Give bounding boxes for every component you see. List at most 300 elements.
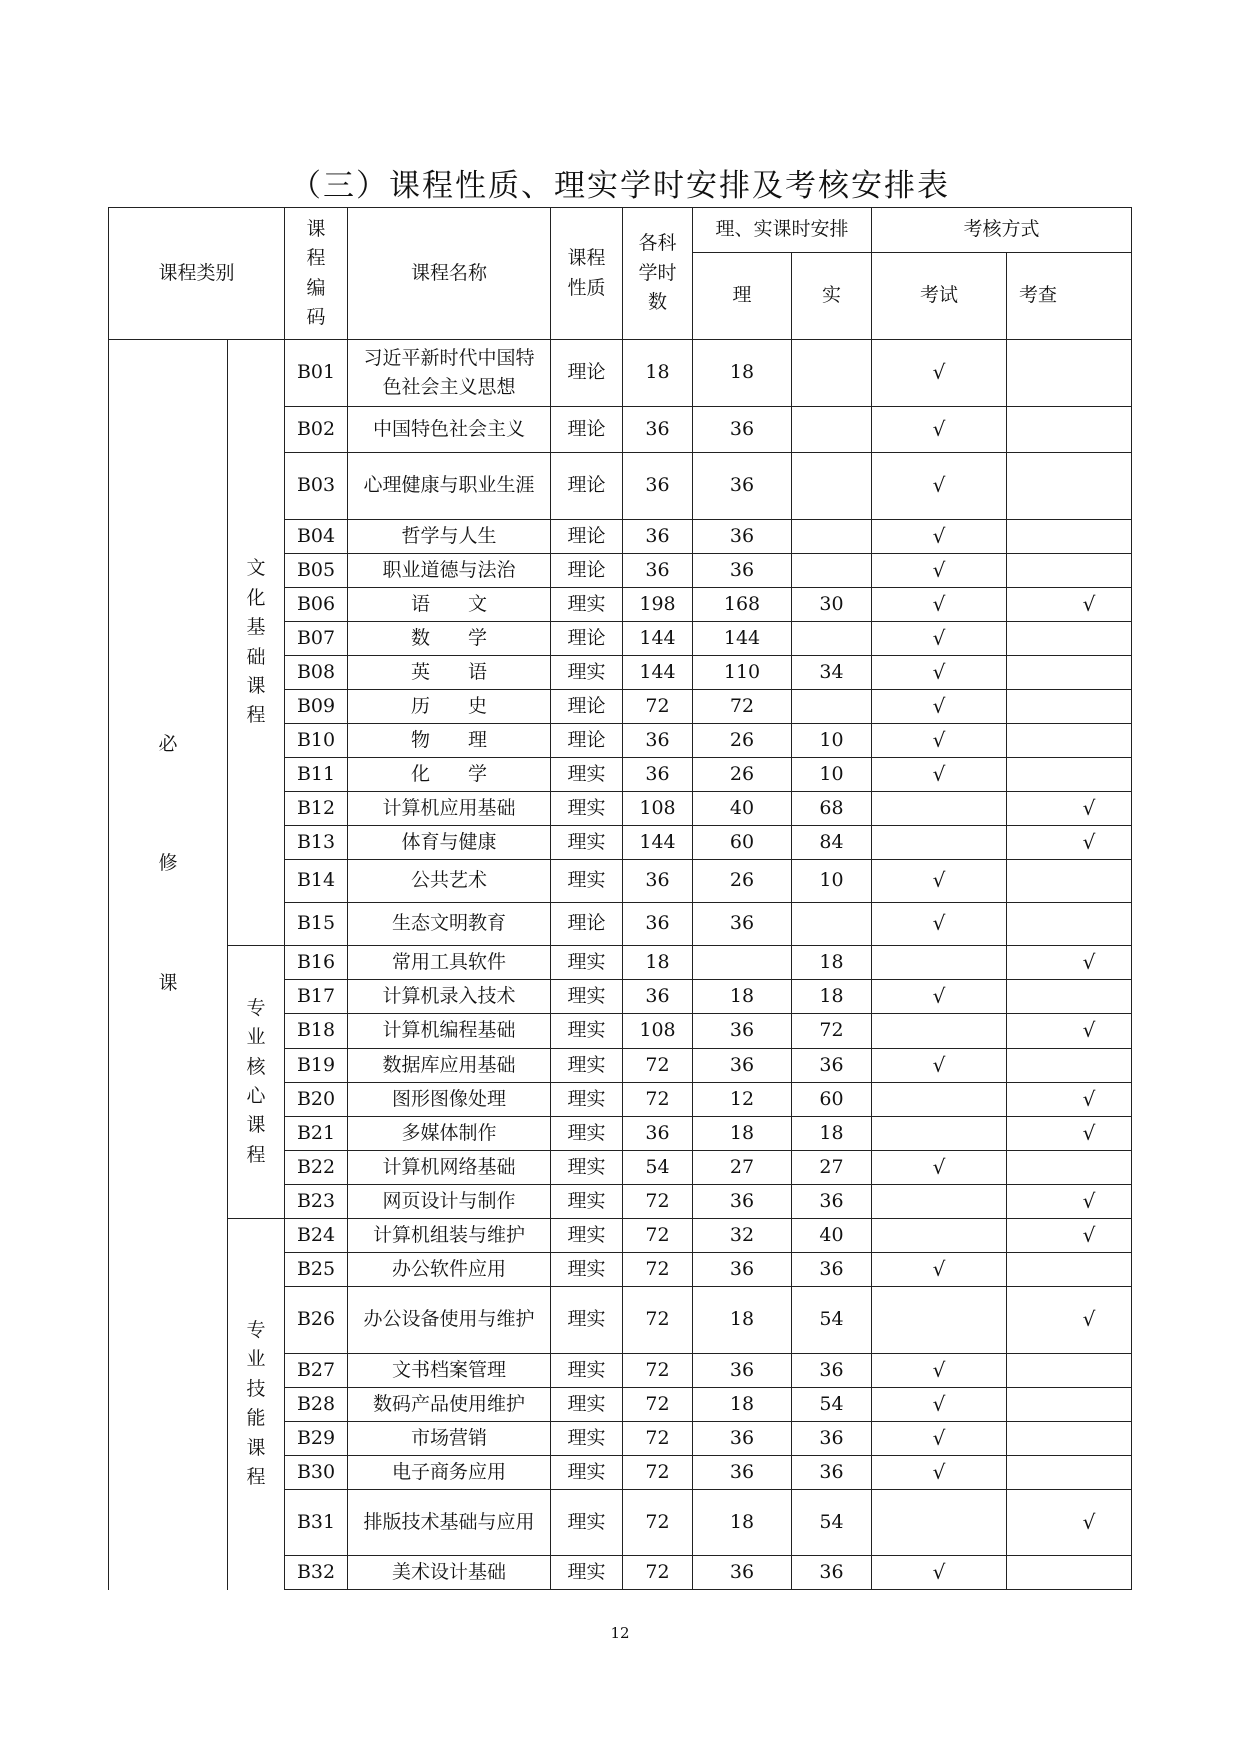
exam-cell — [872, 946, 1007, 980]
practice-hours: 84 — [792, 826, 872, 860]
theory-hours: 40 — [693, 792, 792, 826]
exam-cell — [872, 792, 1007, 826]
check-mark-icon: √ — [932, 1052, 946, 1077]
course-code: B14 — [285, 860, 348, 903]
course-nature: 理论 — [551, 690, 623, 724]
course-code: B12 — [285, 792, 348, 826]
course-code: B06 — [285, 588, 348, 622]
check-mark-icon: √ — [932, 473, 946, 498]
course-code: B24 — [285, 1219, 348, 1253]
check-cell — [1007, 758, 1132, 792]
practice-hours: 60 — [792, 1083, 872, 1117]
course-code: B15 — [285, 903, 348, 946]
course-hours: 144 — [623, 826, 693, 860]
group-char: 核 — [246, 1055, 266, 1078]
course-nature: 理论 — [551, 903, 623, 946]
course-name: 化 学 — [348, 758, 551, 792]
course-name: 计算机编程基础 — [348, 1014, 551, 1049]
course-nature: 理实 — [551, 1287, 623, 1354]
course-hours: 72 — [623, 1185, 693, 1219]
check-cell — [1007, 1151, 1132, 1185]
exam-cell — [872, 690, 1007, 724]
course-code: B01 — [285, 340, 348, 407]
header-category: 课程类别 — [109, 208, 285, 340]
check-mark-icon: √ — [932, 911, 946, 936]
course-nature: 理实 — [551, 946, 623, 980]
header-theory: 理 — [693, 253, 792, 340]
theory-hours: 27 — [693, 1151, 792, 1185]
theory-hours: 36 — [693, 554, 792, 588]
course-name: 计算机组装与维护 — [348, 1219, 551, 1253]
course-hours: 72 — [623, 1253, 693, 1287]
check-mark-icon: √ — [1082, 829, 1096, 854]
check-mark-icon: √ — [932, 1459, 946, 1484]
exam-cell — [872, 1490, 1007, 1556]
group-cell — [228, 1219, 285, 1590]
course-hours: 36 — [623, 860, 693, 903]
course-nature: 理实 — [551, 1253, 623, 1287]
course-nature: 理实 — [551, 1388, 623, 1422]
header-assessment: 考核方式 — [872, 208, 1132, 253]
theory-hours: 12 — [693, 1083, 792, 1117]
group-char: 业 — [246, 1348, 266, 1371]
theory-hours: 36 — [693, 1556, 792, 1590]
check-mark-icon: √ — [932, 360, 946, 385]
course-hours: 72 — [623, 690, 693, 724]
course-name: 计算机录入技术 — [348, 980, 551, 1014]
header-check: 考查 — [1007, 253, 1132, 340]
exam-cell — [872, 758, 1007, 792]
theory-hours: 144 — [693, 622, 792, 656]
group-char: 能 — [246, 1407, 266, 1430]
course-nature: 理实 — [551, 1556, 623, 1590]
theory-hours: 36 — [693, 1014, 792, 1049]
group-char: 文 — [246, 557, 266, 580]
course-hours: 72 — [623, 1219, 693, 1253]
practice-hours: 36 — [792, 1556, 872, 1590]
exam-cell — [872, 1083, 1007, 1117]
course-name: 体育与健康 — [348, 826, 551, 860]
exam-cell — [872, 520, 1007, 554]
theory-hours: 36 — [693, 1354, 792, 1388]
theory-hours: 32 — [693, 1219, 792, 1253]
practice-hours — [792, 903, 872, 946]
check-mark-icon: √ — [932, 557, 946, 582]
check-mark-icon: √ — [932, 727, 946, 752]
check-mark-icon: √ — [1082, 1307, 1096, 1332]
course-hours: 72 — [623, 1456, 693, 1490]
course-name: 生态文明教育 — [348, 903, 551, 946]
course-name: 排版技术基础与应用 — [348, 1490, 551, 1556]
check-mark-icon: √ — [932, 659, 946, 684]
course-nature: 理论 — [551, 340, 623, 407]
course-hours: 36 — [623, 1117, 693, 1151]
practice-hours — [792, 520, 872, 554]
theory-hours: 168 — [693, 588, 792, 622]
practice-hours: 10 — [792, 724, 872, 758]
group-char: 基 — [246, 616, 266, 639]
course-nature: 理实 — [551, 1151, 623, 1185]
course-code: B10 — [285, 724, 348, 758]
course-hours: 36 — [623, 903, 693, 946]
theory-hours: 36 — [693, 453, 792, 520]
course-nature: 理论 — [551, 407, 623, 453]
theory-hours: 26 — [693, 724, 792, 758]
practice-hours: 34 — [792, 656, 872, 690]
check-mark-icon: √ — [1082, 591, 1096, 616]
check-mark-icon: √ — [932, 523, 946, 548]
course-name: 公共艺术 — [348, 860, 551, 903]
course-name: 职业道德与法治 — [348, 554, 551, 588]
check-cell — [1007, 826, 1132, 860]
check-cell — [1007, 946, 1132, 980]
course-name: 哲学与人生 — [348, 520, 551, 554]
check-cell — [1007, 690, 1132, 724]
check-mark-icon: √ — [932, 591, 946, 616]
course-hours: 36 — [623, 980, 693, 1014]
course-name: 心理健康与职业生涯 — [348, 453, 551, 520]
practice-hours: 18 — [792, 946, 872, 980]
course-hours: 72 — [623, 1556, 693, 1590]
course-code: B04 — [285, 520, 348, 554]
check-cell — [1007, 1117, 1132, 1151]
course-code: B21 — [285, 1117, 348, 1151]
course-hours: 36 — [623, 407, 693, 453]
course-name: 美术设计基础 — [348, 1556, 551, 1590]
practice-hours: 54 — [792, 1388, 872, 1422]
header-row — [109, 208, 1132, 253]
course-nature: 理论 — [551, 622, 623, 656]
exam-cell — [872, 453, 1007, 520]
check-cell — [1007, 1490, 1132, 1556]
course-hours: 108 — [623, 792, 693, 826]
check-cell — [1007, 520, 1132, 554]
check-cell — [1007, 860, 1132, 903]
course-name: 办公软件应用 — [348, 1253, 551, 1287]
course-hours: 36 — [623, 554, 693, 588]
header-practice: 实 — [792, 253, 872, 340]
category-char: 课 — [158, 971, 178, 994]
check-mark-icon: √ — [1082, 1018, 1096, 1043]
course-code: B08 — [285, 656, 348, 690]
course-name: 历 史 — [348, 690, 551, 724]
check-cell — [1007, 1083, 1132, 1117]
exam-cell — [872, 1556, 1007, 1590]
theory-hours: 26 — [693, 758, 792, 792]
practice-hours: 36 — [792, 1253, 872, 1287]
course-nature: 理论 — [551, 724, 623, 758]
check-mark-icon: √ — [932, 761, 946, 786]
course-code: B05 — [285, 554, 348, 588]
exam-cell — [872, 1422, 1007, 1456]
check-cell — [1007, 622, 1132, 656]
course-hours: 72 — [623, 1049, 693, 1083]
check-mark-icon: √ — [932, 983, 946, 1008]
group-cell — [228, 340, 285, 946]
practice-hours: 30 — [792, 588, 872, 622]
practice-hours: 10 — [792, 758, 872, 792]
course-nature: 理实 — [551, 1354, 623, 1388]
check-cell — [1007, 1049, 1132, 1083]
practice-hours: 68 — [792, 792, 872, 826]
course-code: B25 — [285, 1253, 348, 1287]
exam-cell — [872, 340, 1007, 407]
check-mark-icon: √ — [932, 868, 946, 893]
check-mark-icon: √ — [932, 1357, 946, 1382]
course-hours: 54 — [623, 1151, 693, 1185]
theory-hours: 36 — [693, 520, 792, 554]
exam-cell — [872, 1253, 1007, 1287]
practice-hours: 36 — [792, 1185, 872, 1219]
check-mark-icon: √ — [932, 416, 946, 441]
theory-hours: 36 — [693, 903, 792, 946]
course-nature: 理实 — [551, 1049, 623, 1083]
course-code: B02 — [285, 407, 348, 453]
practice-hours: 36 — [792, 1422, 872, 1456]
course-hours: 108 — [623, 1014, 693, 1049]
course-hours: 18 — [623, 340, 693, 407]
course-code: B29 — [285, 1422, 348, 1456]
course-name: 物 理 — [348, 724, 551, 758]
check-mark-icon: √ — [932, 1154, 946, 1179]
practice-hours: 36 — [792, 1354, 872, 1388]
practice-hours: 18 — [792, 980, 872, 1014]
category-char: 必 — [158, 733, 178, 755]
check-cell — [1007, 1014, 1132, 1049]
group-cell — [228, 946, 285, 1219]
course-name: 数 学 — [348, 622, 551, 656]
category-char: 修 — [158, 852, 178, 875]
check-mark-icon: √ — [932, 1391, 946, 1416]
course-nature: 理实 — [551, 980, 623, 1014]
theory-hours: 18 — [693, 980, 792, 1014]
practice-hours — [792, 453, 872, 520]
course-nature: 理论 — [551, 453, 623, 520]
course-code: B22 — [285, 1151, 348, 1185]
theory-hours: 18 — [693, 1388, 792, 1422]
course-hours: 36 — [623, 758, 693, 792]
course-hours: 144 — [623, 622, 693, 656]
theory-hours: 18 — [693, 1117, 792, 1151]
course-nature: 理实 — [551, 792, 623, 826]
check-mark-icon: √ — [932, 1425, 946, 1450]
check-cell — [1007, 554, 1132, 588]
practice-hours — [792, 407, 872, 453]
practice-hours: 10 — [792, 860, 872, 903]
course-code: B17 — [285, 980, 348, 1014]
course-hours: 36 — [623, 724, 693, 758]
exam-cell — [872, 1049, 1007, 1083]
course-hours: 72 — [623, 1083, 693, 1117]
course-hours: 144 — [623, 656, 693, 690]
group-char: 业 — [246, 1026, 266, 1049]
check-cell — [1007, 588, 1132, 622]
check-cell — [1007, 1253, 1132, 1287]
course-name: 语 文 — [348, 588, 551, 622]
group-char: 技 — [246, 1377, 266, 1400]
theory-hours: 36 — [693, 407, 792, 453]
course-nature: 理实 — [551, 1014, 623, 1049]
theory-hours: 36 — [693, 1049, 792, 1083]
course-code: B27 — [285, 1354, 348, 1388]
practice-hours: 18 — [792, 1117, 872, 1151]
exam-cell — [872, 1117, 1007, 1151]
header-nature: 课程 性质 — [551, 208, 623, 340]
check-cell — [1007, 407, 1132, 453]
course-nature: 理实 — [551, 1422, 623, 1456]
check-mark-icon: √ — [1082, 949, 1096, 974]
page-number: 12 — [610, 1624, 630, 1642]
header-code: 课 程 编 码 — [285, 208, 348, 340]
group-char: 专 — [246, 1318, 266, 1341]
exam-cell — [872, 1151, 1007, 1185]
check-mark-icon: √ — [932, 625, 946, 650]
check-cell — [1007, 656, 1132, 690]
group-char: 程 — [246, 704, 266, 727]
course-name: 市场营销 — [348, 1422, 551, 1456]
course-code: B11 — [285, 758, 348, 792]
check-mark-icon: √ — [932, 693, 946, 718]
course-name: 多媒体制作 — [348, 1117, 551, 1151]
theory-hours — [693, 946, 792, 980]
course-nature: 理实 — [551, 1219, 623, 1253]
check-cell — [1007, 340, 1132, 407]
course-hours: 72 — [623, 1354, 693, 1388]
check-cell — [1007, 724, 1132, 758]
practice-hours: 27 — [792, 1151, 872, 1185]
check-cell — [1007, 1556, 1132, 1590]
theory-hours: 18 — [693, 340, 792, 407]
exam-cell — [872, 903, 1007, 946]
group-char: 专 — [246, 996, 266, 1019]
check-cell — [1007, 1456, 1132, 1490]
practice-hours: 54 — [792, 1287, 872, 1354]
course-nature: 理论 — [551, 554, 623, 588]
course-name: 习近平新时代中国特色社会主义思想 — [348, 340, 551, 407]
exam-cell — [872, 860, 1007, 903]
course-code: B03 — [285, 453, 348, 520]
check-cell — [1007, 1354, 1132, 1388]
group-char: 课 — [246, 674, 266, 697]
course-hours: 72 — [623, 1422, 693, 1456]
course-name: 计算机应用基础 — [348, 792, 551, 826]
course-nature: 理实 — [551, 1185, 623, 1219]
course-code: B07 — [285, 622, 348, 656]
check-cell — [1007, 1388, 1132, 1422]
practice-hours — [792, 622, 872, 656]
course-hours: 18 — [623, 946, 693, 980]
course-code: B19 — [285, 1049, 348, 1083]
course-nature: 理实 — [551, 860, 623, 903]
check-mark-icon: √ — [1082, 795, 1096, 820]
group-char: 化 — [246, 586, 266, 609]
header-schedule: 理、实课时安排 — [693, 208, 872, 253]
course-name: 数码产品使用维护 — [348, 1388, 551, 1422]
course-nature: 理论 — [551, 520, 623, 554]
check-mark-icon: √ — [1082, 1509, 1096, 1534]
table-row — [109, 1219, 1132, 1253]
course-code: B28 — [285, 1388, 348, 1422]
theory-hours: 60 — [693, 826, 792, 860]
exam-cell — [872, 1219, 1007, 1253]
group-char: 课 — [246, 1436, 266, 1459]
practice-hours: 54 — [792, 1490, 872, 1556]
check-mark-icon: √ — [1082, 1086, 1096, 1111]
course-name: 图形图像处理 — [348, 1083, 551, 1117]
theory-hours: 26 — [693, 860, 792, 903]
course-hours: 36 — [623, 520, 693, 554]
check-mark-icon: √ — [1082, 1120, 1096, 1145]
exam-cell — [872, 554, 1007, 588]
practice-hours: 72 — [792, 1014, 872, 1049]
theory-hours: 36 — [693, 1456, 792, 1490]
check-mark-icon: √ — [1082, 1222, 1096, 1247]
group-char: 课 — [246, 1114, 266, 1137]
course-code: B09 — [285, 690, 348, 724]
header-exam: 考试 — [872, 253, 1007, 340]
theory-hours: 18 — [693, 1287, 792, 1354]
group-char: 础 — [246, 645, 266, 668]
course-code: B23 — [285, 1185, 348, 1219]
practice-hours — [792, 690, 872, 724]
check-mark-icon: √ — [932, 1559, 946, 1584]
course-code: B16 — [285, 946, 348, 980]
check-cell — [1007, 453, 1132, 520]
course-name: 数据库应用基础 — [348, 1049, 551, 1083]
check-cell — [1007, 1422, 1132, 1456]
course-name: 办公设备使用与维护 — [348, 1287, 551, 1354]
course-nature: 理实 — [551, 758, 623, 792]
course-hours: 198 — [623, 588, 693, 622]
exam-cell — [872, 724, 1007, 758]
practice-hours: 36 — [792, 1456, 872, 1490]
theory-hours: 72 — [693, 690, 792, 724]
course-nature: 理实 — [551, 1490, 623, 1556]
check-cell — [1007, 1287, 1132, 1354]
course-name: 中国特色社会主义 — [348, 407, 551, 453]
exam-cell — [872, 1388, 1007, 1422]
header-hours: 各科 学时 数 — [623, 208, 693, 340]
header-name: 课程名称 — [348, 208, 551, 340]
theory-hours: 36 — [693, 1185, 792, 1219]
exam-cell — [872, 588, 1007, 622]
course-nature: 理实 — [551, 826, 623, 860]
course-name: 网页设计与制作 — [348, 1185, 551, 1219]
course-nature: 理实 — [551, 1083, 623, 1117]
course-code: B18 — [285, 1014, 348, 1049]
exam-cell — [872, 656, 1007, 690]
check-cell — [1007, 903, 1132, 946]
theory-hours: 110 — [693, 656, 792, 690]
exam-cell — [872, 1014, 1007, 1049]
exam-cell — [872, 826, 1007, 860]
course-code: B32 — [285, 1556, 348, 1590]
course-name: 计算机网络基础 — [348, 1151, 551, 1185]
exam-cell — [872, 1354, 1007, 1388]
course-code: B13 — [285, 826, 348, 860]
check-cell — [1007, 1219, 1132, 1253]
check-cell — [1007, 1185, 1132, 1219]
theory-hours: 18 — [693, 1490, 792, 1556]
course-hours: 72 — [623, 1287, 693, 1354]
course-code: B30 — [285, 1456, 348, 1490]
page-title: （三）课程性质、理实学时安排及考核安排表 — [290, 168, 950, 204]
category-cell — [109, 340, 228, 1590]
course-name: 英 语 — [348, 656, 551, 690]
course-code: B26 — [285, 1287, 348, 1354]
check-cell — [1007, 980, 1132, 1014]
course-name: 常用工具软件 — [348, 946, 551, 980]
